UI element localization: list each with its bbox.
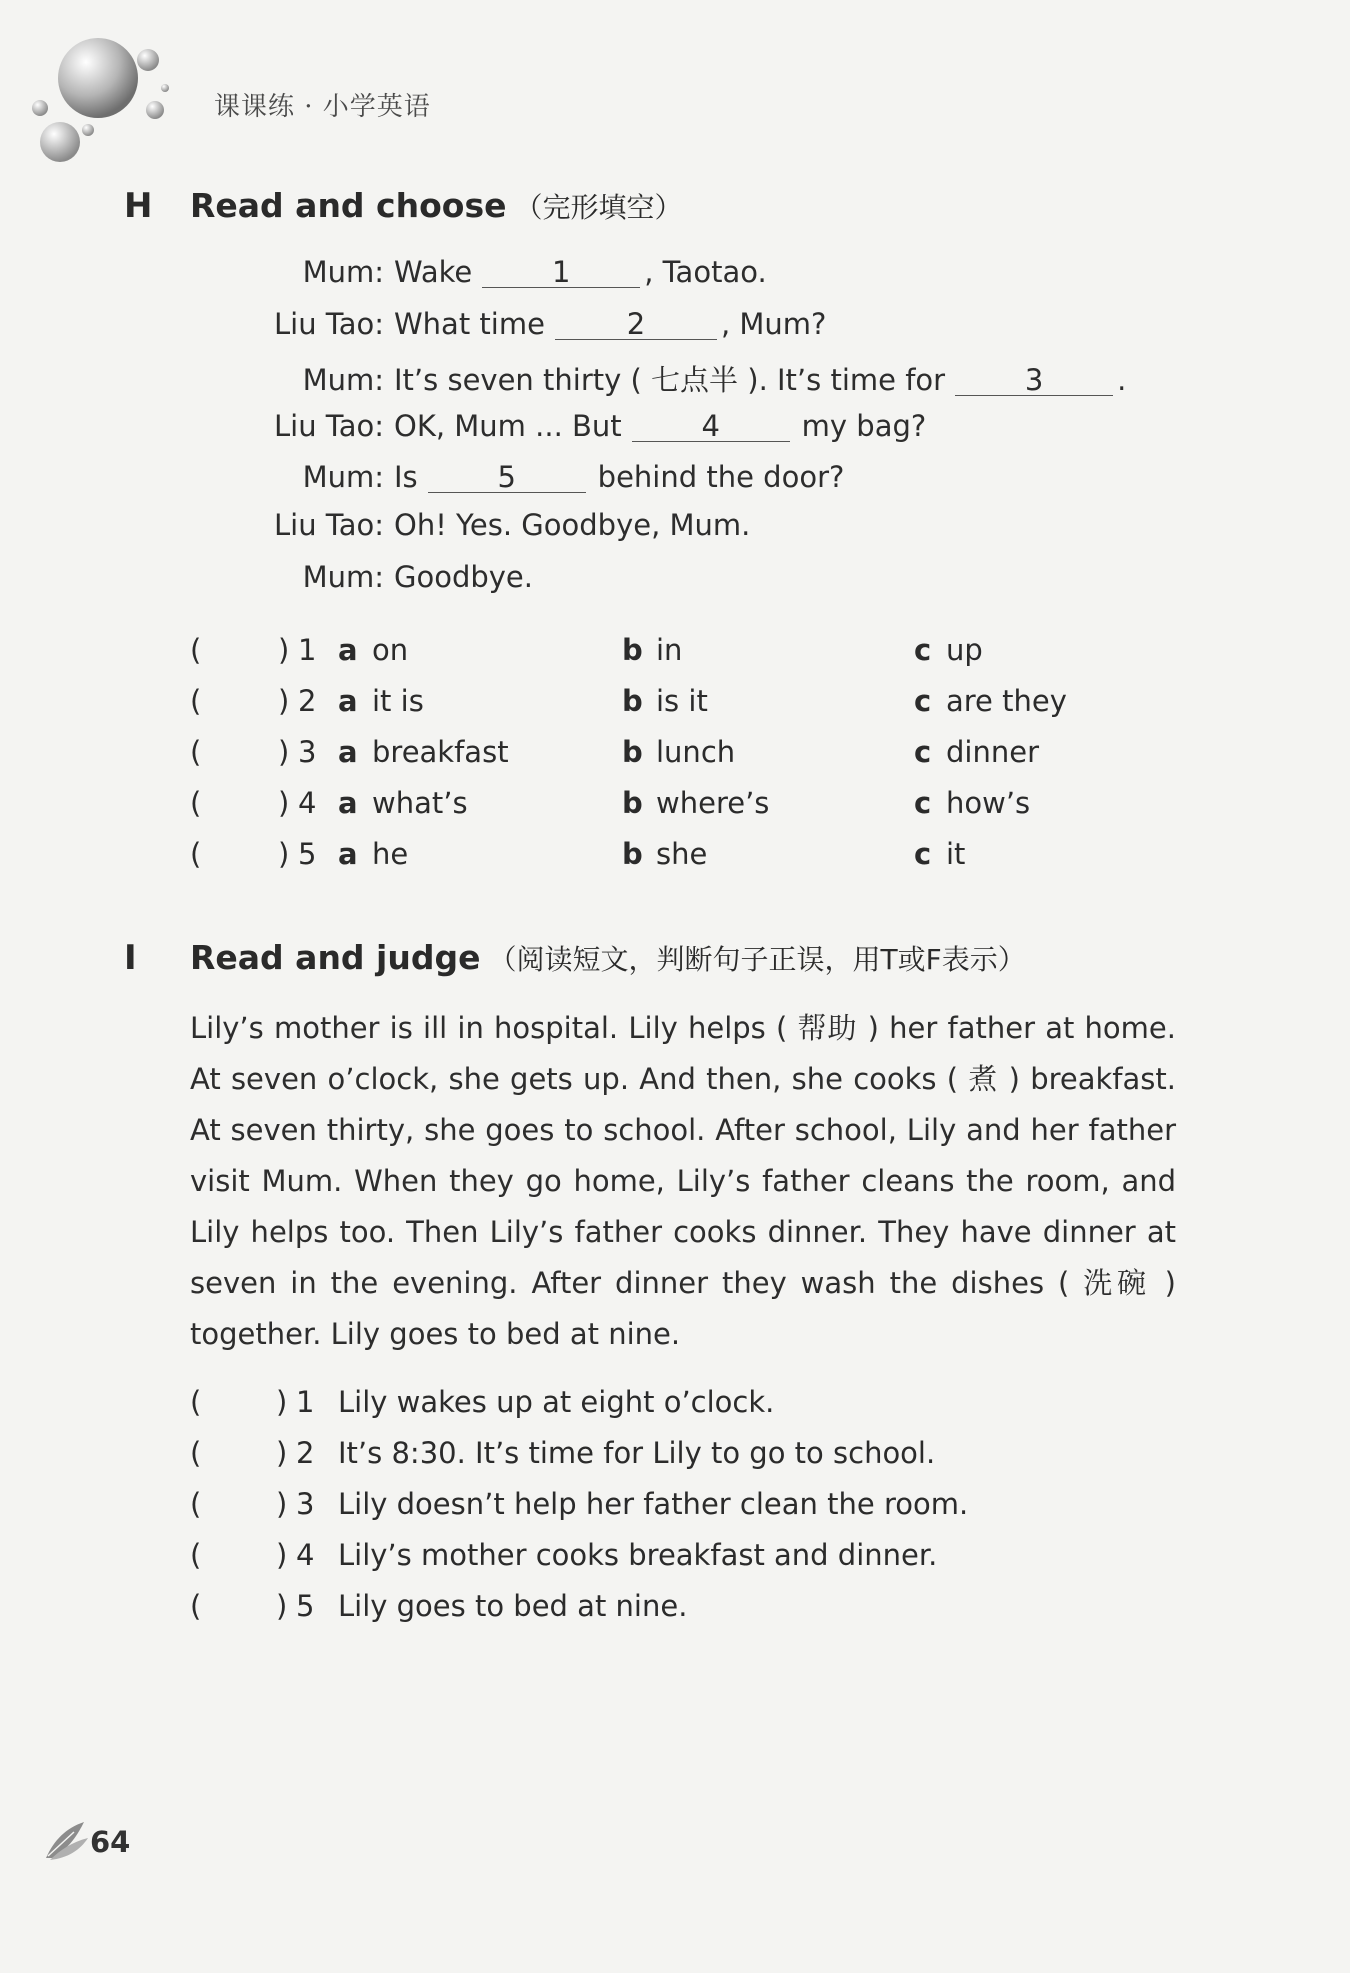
statement-text: Lily goes to bed at nine. <box>338 1589 688 1623</box>
section-h-title <box>190 186 682 226</box>
answer-paren-close: ) <box>278 684 290 718</box>
option-row <box>0 837 1350 877</box>
question-number: 5 <box>298 837 317 871</box>
dialogue-text: Is <box>394 460 418 494</box>
judge-row <box>0 1487 1350 1527</box>
section-i-title-zh: （阅读短文，判断句子正误，用T或F表示） <box>488 943 1026 976</box>
dialogue-line <box>190 307 826 341</box>
answer-paren-open: ( <box>190 786 202 820</box>
judge-row <box>0 1436 1350 1476</box>
option-b-text: she <box>656 837 708 871</box>
option-a-label: a <box>338 837 358 871</box>
option-b-label: b <box>622 633 643 667</box>
judge-row <box>0 1385 1350 1425</box>
page-number: 64 <box>90 1825 131 1859</box>
option-b-label: b <box>622 786 643 820</box>
answer-blank[interactable]: 3 <box>955 365 1113 396</box>
answer-slot[interactable] <box>208 1487 270 1523</box>
answer-slot[interactable] <box>210 837 272 873</box>
question-number: 3 <box>298 735 317 769</box>
option-c-label: c <box>914 633 932 667</box>
section-i-title-en: Read and judge <box>190 938 481 977</box>
answer-paren-close: ) <box>278 786 290 820</box>
dialogue-line <box>190 460 844 494</box>
dialogue-text: Wake <box>394 255 473 289</box>
answer-paren-close: ) <box>276 1487 288 1521</box>
answer-paren-open: ( <box>190 735 202 769</box>
dialogue-line <box>190 508 750 542</box>
answer-paren-close: ) <box>278 837 290 871</box>
answer-blank[interactable]: 5 <box>428 462 586 493</box>
option-b-label: b <box>622 735 643 769</box>
option-c-text: it <box>946 837 966 871</box>
statement-text: Lily wakes up at eight o’clock. <box>338 1385 775 1419</box>
judge-row <box>0 1538 1350 1578</box>
statement-text: Lily doesn’t help her father clean the room. <box>338 1487 969 1521</box>
option-a-label: a <box>338 684 358 718</box>
dialogue-line <box>190 560 533 594</box>
speaker: Mum: <box>302 255 384 289</box>
dialogue-text-after: . <box>1117 363 1127 397</box>
statement-number: 5 <box>296 1589 315 1623</box>
bubbles-icon <box>30 30 180 170</box>
speaker: Mum: <box>302 460 384 494</box>
option-a-text: it is <box>372 684 424 718</box>
speaker: Mum: <box>302 560 384 594</box>
speaker: Mum: <box>302 363 384 397</box>
option-c-text: dinner <box>946 735 1039 769</box>
dialogue-text-after: my bag? <box>801 409 927 443</box>
answer-paren-open: ( <box>190 1538 202 1572</box>
statement-text: It’s 8:30. It’s time for Lily to go to school. <box>338 1436 936 1470</box>
dialogue-text: OK, Mum ... But <box>394 409 622 443</box>
speaker: Liu Tao: <box>273 409 384 443</box>
answer-blank[interactable]: 1 <box>482 257 640 288</box>
dialogue-line <box>190 409 926 443</box>
option-c-text: how’s <box>946 786 1031 820</box>
option-c-label: c <box>914 837 932 871</box>
question-number: 4 <box>298 786 317 820</box>
option-c-label: c <box>914 735 932 769</box>
option-row <box>0 633 1350 673</box>
dialogue-text-after: , Taotao. <box>644 255 767 289</box>
option-c-text: are they <box>946 684 1067 718</box>
option-row <box>0 684 1350 724</box>
answer-paren-open: ( <box>190 633 202 667</box>
option-a-text: breakfast <box>372 735 509 769</box>
answer-slot[interactable] <box>208 1538 270 1574</box>
dialogue-text: Goodbye. <box>394 560 533 594</box>
answer-blank[interactable]: 4 <box>632 411 790 442</box>
answer-paren-open: ( <box>190 1487 202 1521</box>
option-row <box>0 786 1350 826</box>
answer-paren-close: ) <box>278 633 290 667</box>
option-a-label: a <box>338 633 358 667</box>
dialogue-text-after: behind the door? <box>597 460 845 494</box>
statement-number: 3 <box>296 1487 315 1521</box>
dialogue-text: Oh! Yes. Goodbye, Mum. <box>394 508 751 542</box>
option-row <box>0 735 1350 775</box>
answer-paren-open: ( <box>190 684 202 718</box>
section-h-letter: H <box>124 186 153 226</box>
answer-paren-close: ) <box>276 1589 288 1623</box>
option-a-label: a <box>338 735 358 769</box>
section-h-title-zh: （完形填空） <box>514 191 683 224</box>
section-h-title-en: Read and choose <box>190 186 507 225</box>
statement-number: 2 <box>296 1436 315 1470</box>
option-b-label: b <box>622 684 643 718</box>
answer-slot[interactable] <box>208 1589 270 1625</box>
option-b-text: is it <box>656 684 708 718</box>
judge-row <box>0 1589 1350 1629</box>
option-a-text: what’s <box>372 786 468 820</box>
running-head: 课课练 · 小学英语 <box>214 92 431 122</box>
option-a-text: on <box>372 633 409 667</box>
answer-paren-open: ( <box>190 1589 202 1623</box>
question-number: 1 <box>298 633 317 667</box>
leaf-icon <box>44 1820 90 1862</box>
dialogue-text: What time <box>394 307 545 341</box>
option-b-label: b <box>622 837 643 871</box>
option-c-label: c <box>914 684 932 718</box>
statement-number: 4 <box>296 1538 315 1572</box>
dialogue-line <box>190 358 1126 399</box>
answer-slot[interactable] <box>208 1436 270 1472</box>
answer-slot[interactable] <box>210 735 272 771</box>
dialogue-line <box>190 255 767 289</box>
statement-number: 1 <box>296 1385 315 1419</box>
option-b-text: in <box>656 633 683 667</box>
answer-paren-close: ) <box>276 1385 288 1419</box>
option-b-text: lunch <box>656 735 736 769</box>
section-i-title <box>190 938 1026 978</box>
answer-paren-close: ) <box>276 1436 288 1470</box>
option-a-label: a <box>338 786 358 820</box>
speaker: Liu Tao: <box>273 307 384 341</box>
answer-paren-close: ) <box>276 1538 288 1572</box>
answer-slot[interactable] <box>210 633 272 669</box>
question-number: 2 <box>298 684 317 718</box>
answer-slot[interactable] <box>210 684 272 720</box>
statement-text: Lily’s mother cooks breakfast and dinner. <box>338 1538 938 1572</box>
answer-paren-open: ( <box>190 1436 202 1470</box>
option-c-label: c <box>914 786 932 820</box>
dialogue-text: It’s seven thirty ( 七点半 ). It’s time for <box>394 363 946 397</box>
option-c-text: up <box>946 633 983 667</box>
answer-slot[interactable] <box>210 786 272 822</box>
answer-blank[interactable]: 2 <box>555 309 717 340</box>
answer-paren-close: ) <box>278 735 290 769</box>
dialogue-text-after: , Mum? <box>720 307 827 341</box>
section-i-letter: I <box>124 938 137 978</box>
option-a-text: he <box>372 837 409 871</box>
speaker: Liu Tao: <box>273 508 384 542</box>
reading-passage: Lily’s mother is ill in hospital. Lily helps ( 帮助 ) her father at home. At seven o’clock, she gets up. And then, she cooks ( 煮 ) breakfast. At seven thirty, she goes to school. After school, Lily and her father visit Mum. When they go home, Lily’s father cleans the room, and Lily helps too. Then Lily’s father cooks dinner. They have dinner at seven in the evening. After dinner they wash the dishes ( 洗碗 ) together. Lily goes to bed at nine. <box>190 1011 1176 1351</box>
answer-paren-open: ( <box>190 1385 202 1419</box>
answer-paren-open: ( <box>190 837 202 871</box>
answer-slot[interactable] <box>208 1385 270 1421</box>
option-b-text: where’s <box>656 786 770 820</box>
